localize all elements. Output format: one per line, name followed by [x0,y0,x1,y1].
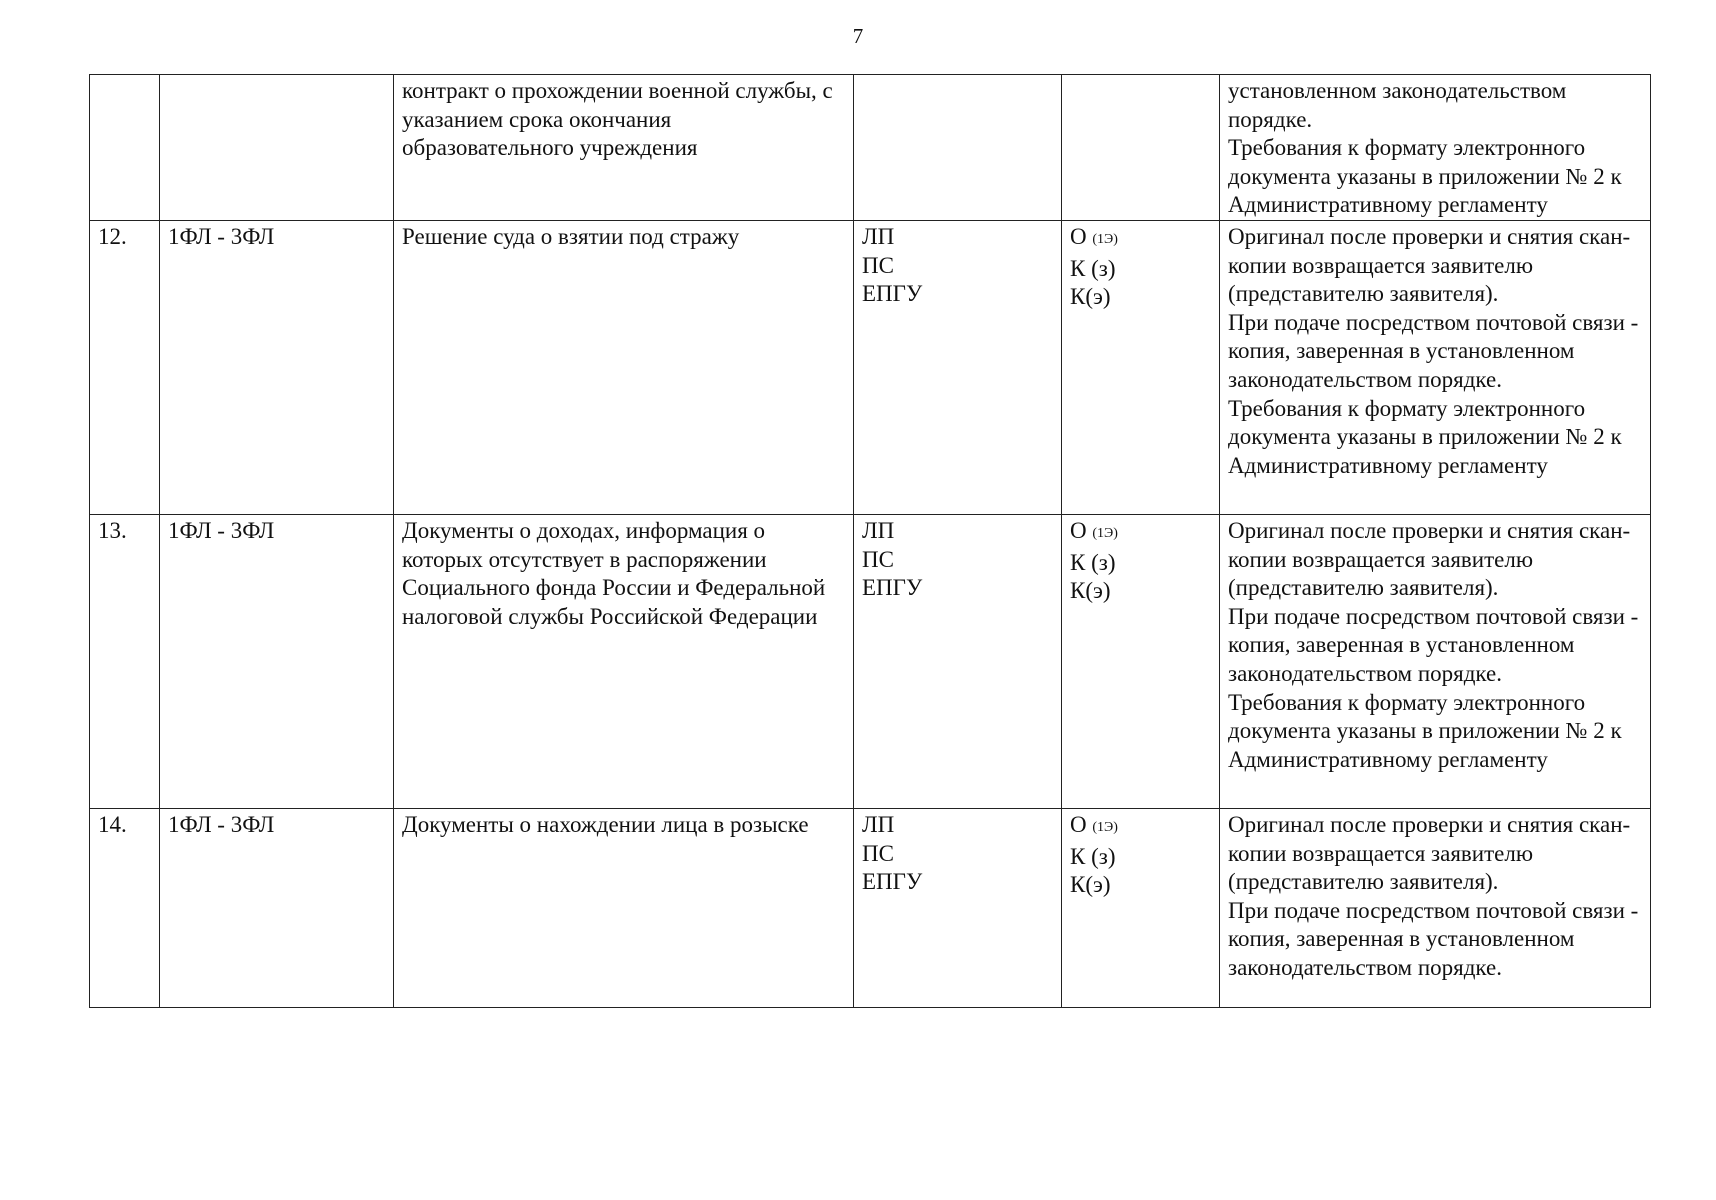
document-cell: контракт о прохождении военной службы, с указанием срока окончания образовательного учреждения [394,75,854,221]
row-number-cell: 14. [90,809,160,1008]
document-forms-cell [1062,221,1220,515]
document-cell: Документы о доходах, информация о которых отсутствует в распоряжении Социального фонда России и Федеральной налоговой службы Российской Федерации [394,515,854,809]
form-main: К(э) [1070,578,1111,604]
row-number-cell [90,75,160,221]
note-text: Оригинал после проверки и снятия скан-копии возвращается заявителю (представителю заявителя). При подаче посредством почтовой связи - копия, заверенная в установленном законодательством порядке. Требования к формату электронного документа указаны в приложении № 2 к Административному регламенту [1228,224,1639,478]
documents-table [89,74,1651,1008]
submission-ways-cell [854,809,1062,1008]
note-cell [1220,75,1651,221]
way-item: ЕПГУ [862,869,923,895]
note-text: Оригинал после проверки и снятия скан-копии возвращается заявителю (представителю заявителя). При подаче посредством почтовой связи - копия, заверенная в установленном законодательством порядке. [1228,812,1639,980]
document-forms-cell [1062,75,1220,221]
form-sub: (1Э) [1092,526,1118,541]
row-number-cell: 13. [90,515,160,809]
form-item [1070,223,1211,255]
form-item [1070,517,1211,549]
form-main: К (з) [1070,549,1116,575]
form-main: К (з) [1070,255,1116,281]
table-row [90,75,1651,221]
way-item: ЕПГУ [862,575,923,601]
note-text: Оригинал после проверки и снятия скан-копии возвращается заявителю (представителю заявителя). При подаче посредством почтовой связи - копия, заверенная в установленном законодательством порядке. Требования к формату электронного документа указаны в приложении № 2 к Административному регламенту [1228,518,1639,772]
way-item: ЛП [862,224,895,249]
form-item [1070,255,1211,284]
note-cell [1220,221,1651,515]
form-item [1070,871,1211,900]
form-item [1070,549,1211,578]
form-main: О [1070,518,1093,543]
document-forms-cell [1062,809,1220,1008]
document-forms-cell [1062,515,1220,809]
form-sub: (1Э) [1092,232,1118,247]
form-main: О [1070,224,1093,249]
table-row [90,809,1651,1008]
form-item [1070,283,1211,312]
way-item: ЛП [862,812,895,837]
row-number-cell: 12. [90,221,160,515]
form-item [1070,577,1211,606]
way-item: ЛП [862,518,895,543]
form-main: К(э) [1070,284,1111,310]
form-item [1070,843,1211,872]
applicant-cell: 1ФЛ - 3ФЛ [160,515,394,809]
document-cell: Документы о нахождении лица в розыске [394,809,854,1008]
form-main: К(э) [1070,872,1111,898]
document-cell: Решение суда о взятии под стражу [394,221,854,515]
submission-ways-cell [854,221,1062,515]
applicant-cell: 1ФЛ - 3ФЛ [160,221,394,515]
table-row [90,221,1651,515]
way-item: ПС [862,546,894,572]
form-main: К (з) [1070,843,1116,869]
submission-ways-cell [854,75,1062,221]
note-cell [1220,515,1651,809]
table-row [90,515,1651,809]
applicant-cell: 1ФЛ - 3ФЛ [160,809,394,1008]
way-item: ПС [862,840,894,866]
way-item: ПС [862,252,894,278]
applicant-cell [160,75,394,221]
way-item: ЕПГУ [862,281,923,307]
page-number: 7 [852,24,864,48]
form-main: О [1070,812,1093,837]
form-sub: (1Э) [1092,820,1118,835]
submission-ways-cell [854,515,1062,809]
note-cell [1220,809,1651,1008]
note-text: установленном законодательством порядке. Требования к формату электронного документа указаны в приложении № 2 к Административному регламенту [1228,78,1622,218]
form-item [1070,811,1211,843]
